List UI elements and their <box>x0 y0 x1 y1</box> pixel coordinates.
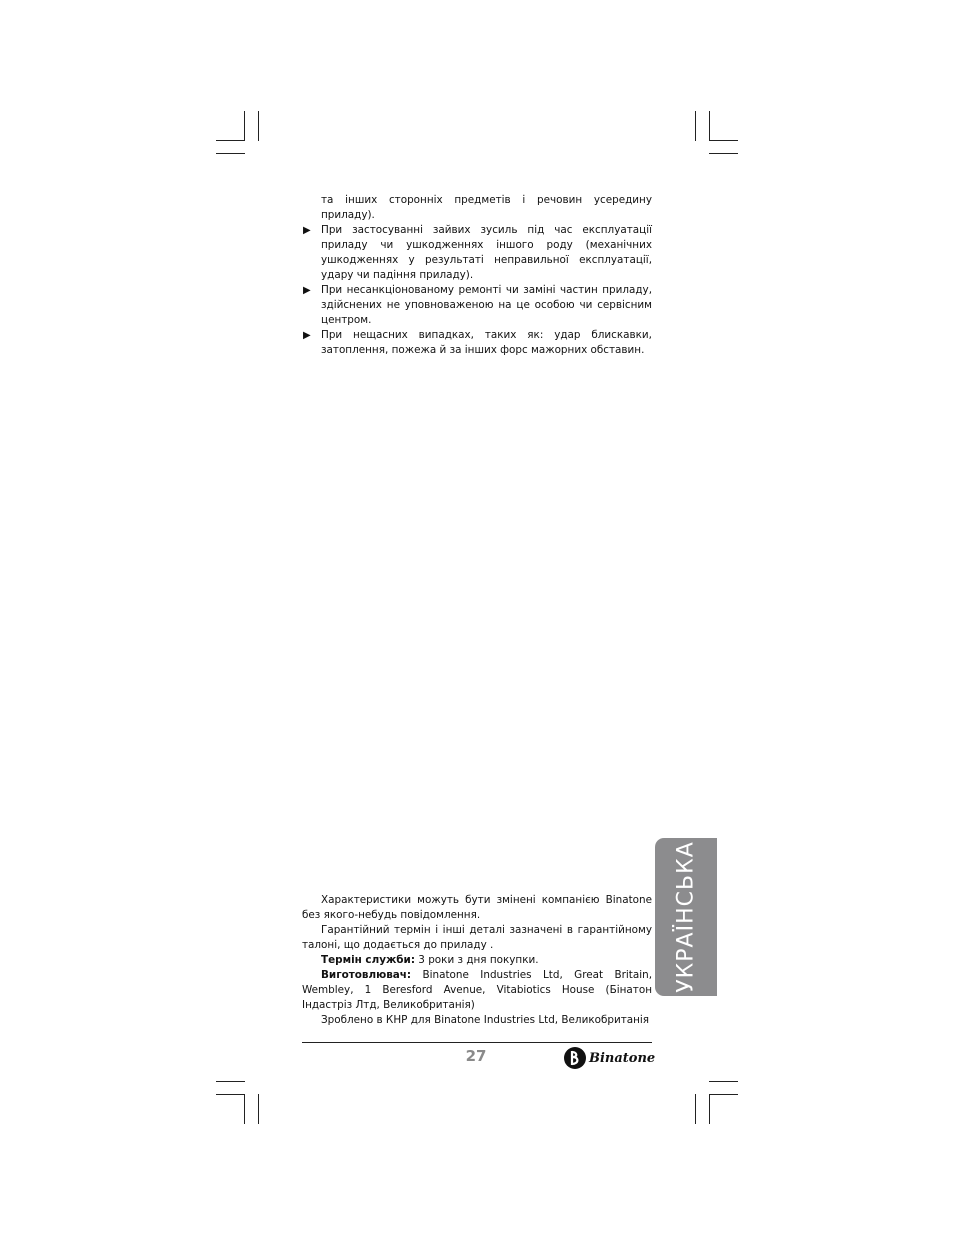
specs-change-note: Характеристики можуть бути змінені компанією Binatone без якого-небудь повідомлення. <box>302 894 652 921</box>
made-in-note: Зроблено в КНР для Binatone Industries Ltd, Великобританія <box>321 1014 650 1026</box>
binatone-logo-icon <box>563 1046 587 1070</box>
manufacturer-note <box>302 968 652 1013</box>
crop-mark <box>258 1094 259 1124</box>
language-tab-label: УКРАЇНСЬКА <box>673 841 699 993</box>
manufacturer-value: Binatone Industries Ltd, Great Britain, Wembley, 1 Beresford Avenue, Vitabiotics House (Бінатон Індастріз Лтд, Великобританія) <box>302 969 652 1011</box>
list-item <box>302 283 652 328</box>
service-life-value: 3 роки з дня покупки. <box>415 954 539 966</box>
list-item-text: При несанкціонованому ремонті чи заміні частин приладу, здійснених не уповноваженою на це особою чи сервісним центром. <box>321 284 652 326</box>
crop-mark <box>709 140 738 141</box>
footer-divider <box>302 1042 652 1043</box>
language-tab <box>655 838 717 996</box>
service-life-label: Термін служби: <box>321 954 415 966</box>
crop-mark <box>216 140 245 141</box>
crop-mark <box>709 153 738 154</box>
warranty-exclusions <box>302 193 652 358</box>
triangle-bullet-icon: ▶ <box>303 225 311 236</box>
crop-mark <box>216 1081 245 1082</box>
page-number: 27 <box>465 1047 487 1065</box>
crop-mark <box>695 1094 696 1124</box>
product-notes <box>302 893 652 1028</box>
brand-logo <box>563 1045 655 1071</box>
manufacturer-label: Виготовлювач: <box>321 969 412 981</box>
crop-mark <box>258 111 259 141</box>
list-item <box>302 223 652 283</box>
continuation-text: та інших сторонніх предметів і речовин усередину приладу). <box>321 194 652 221</box>
crop-mark <box>216 153 245 154</box>
service-life-note <box>302 953 652 968</box>
crop-mark <box>244 111 245 141</box>
warranty-details-note: Гарантійний термін і інші деталі зазначені в гарантійному талоні, що додається до приладу . <box>302 924 652 951</box>
list-item <box>302 328 652 358</box>
crop-mark <box>709 1094 710 1124</box>
crop-mark <box>695 111 696 141</box>
crop-mark <box>709 111 710 141</box>
list-item-text: При застосуванні зайвих зусиль під час експлуатації приладу чи ушкодженнях іншого роду (механічних ушкодженнях у результаті неправильної експлуатації, удару чи падіння приладу). <box>321 224 652 281</box>
crop-mark <box>244 1094 245 1124</box>
triangle-bullet-icon: ▶ <box>303 330 311 341</box>
brand-name: Binatone <box>589 1050 656 1066</box>
crop-mark <box>216 1094 245 1095</box>
crop-mark <box>709 1094 738 1095</box>
triangle-bullet-icon: ▶ <box>303 285 311 296</box>
list-item-text: При нещасних випадках, таких як: удар блискавки, затоплення, пожежа й за інших форс мажорних обставин. <box>321 329 652 356</box>
crop-mark <box>709 1081 738 1082</box>
